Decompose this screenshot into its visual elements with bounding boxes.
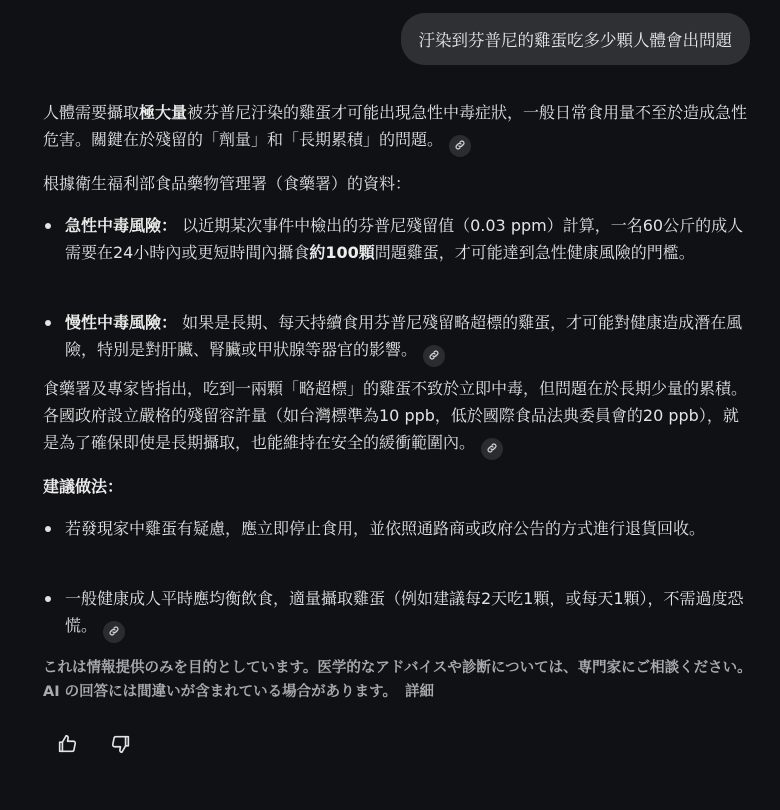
intro-bold: 極大量 — [139, 103, 188, 122]
acute-risk-text-2: 問題雞蛋，才可能達到急性健康風險的門檻。 — [374, 243, 695, 262]
acute-risk-text: 以近期某次事件中檢出的芬普尼殘留值（0.03 ppm）計算，一名60公斤的成人需要在24小時內或更短時間內攝食 — [65, 216, 744, 262]
chronic-risk-text: 如果是長期、每天持續食用芬普尼殘留略超標的雞蛋，才可能對健康造成潛在風險，特別是對肝臟、腎臟或甲狀腺等器官的影響。 — [65, 313, 743, 359]
link-icon[interactable] — [103, 621, 125, 643]
user-message-text: 汙染到芬普尼的雞蛋吃多少顆人體會出問題 — [418, 31, 732, 50]
link-icon[interactable] — [449, 135, 471, 157]
bullet-dot — [45, 223, 51, 229]
list-item — [43, 212, 753, 266]
bullet-dot — [45, 526, 51, 532]
list-item — [43, 585, 753, 643]
bullet-dot — [45, 320, 51, 326]
thumbs-down-icon — [110, 733, 132, 755]
intro-text: 人體需要攝取 — [43, 103, 140, 122]
summary-paragraph — [43, 375, 753, 460]
intro-text-2: 被芬普尼汙染的雞蛋才可能出現急性中毒症狀，一般日常食用量不至於造成急性危害。關鍵在於殘留的「劑量」和「長期累積」的問題。 — [43, 103, 748, 149]
link-icon[interactable] — [423, 345, 445, 367]
thumbs-up-icon — [56, 733, 78, 755]
disclaimer — [43, 656, 753, 704]
user-message-bubble — [401, 13, 751, 65]
disclaimer-text: これは情報提供のみを目的としています。医学的なアドバイスや診断については、専門家にご相談ください。AI の回答には間違いが含まれている場合があります。 — [43, 660, 752, 700]
acute-risk-title: 急性中毒風險： — [65, 216, 178, 235]
link-icon[interactable] — [481, 438, 503, 460]
list-item — [43, 309, 753, 367]
source-intro: 根據衛生福利部食品藥物管理署（食藥署）的資料： — [43, 174, 412, 193]
list-item — [43, 515, 753, 542]
acute-risk-bold: 約100顆 — [309, 243, 375, 262]
feedback-bar — [55, 732, 133, 756]
more-info-link[interactable]: 詳細 — [405, 684, 435, 700]
summary-text: 食藥署及專家皆指出，吃到一兩顆「略超標」的雞蛋不致於立即中毒，但問題在於長期少量的累積。各國政府設立嚴格的殘留容許量（如台灣標準為10 ppb，低於國際食品法典委員會的20 ppb），就是為了確保即使是長期攝取，也能維持在安全的緩衝範圍內。 — [43, 379, 748, 452]
chronic-risk-title: 慢性中毒風險： — [65, 313, 178, 332]
bullet-dot — [45, 596, 51, 602]
advice-item-text: 一般健康成人平時應均衡飲食，適量攝取雞蛋（例如建議每2天吃1顆，或每天1顆），不需過度恐慌。 — [65, 589, 744, 635]
advice-heading: 建議做法： — [43, 477, 124, 496]
advice-item-text: 若發現家中雞蛋有疑慮，應立即停止食用，並依照通路商或政府公告的方式進行退貨回收。 — [65, 519, 706, 538]
thumbs-up-button[interactable] — [55, 732, 79, 756]
answer-intro — [43, 99, 753, 157]
thumbs-down-button[interactable] — [109, 732, 133, 756]
